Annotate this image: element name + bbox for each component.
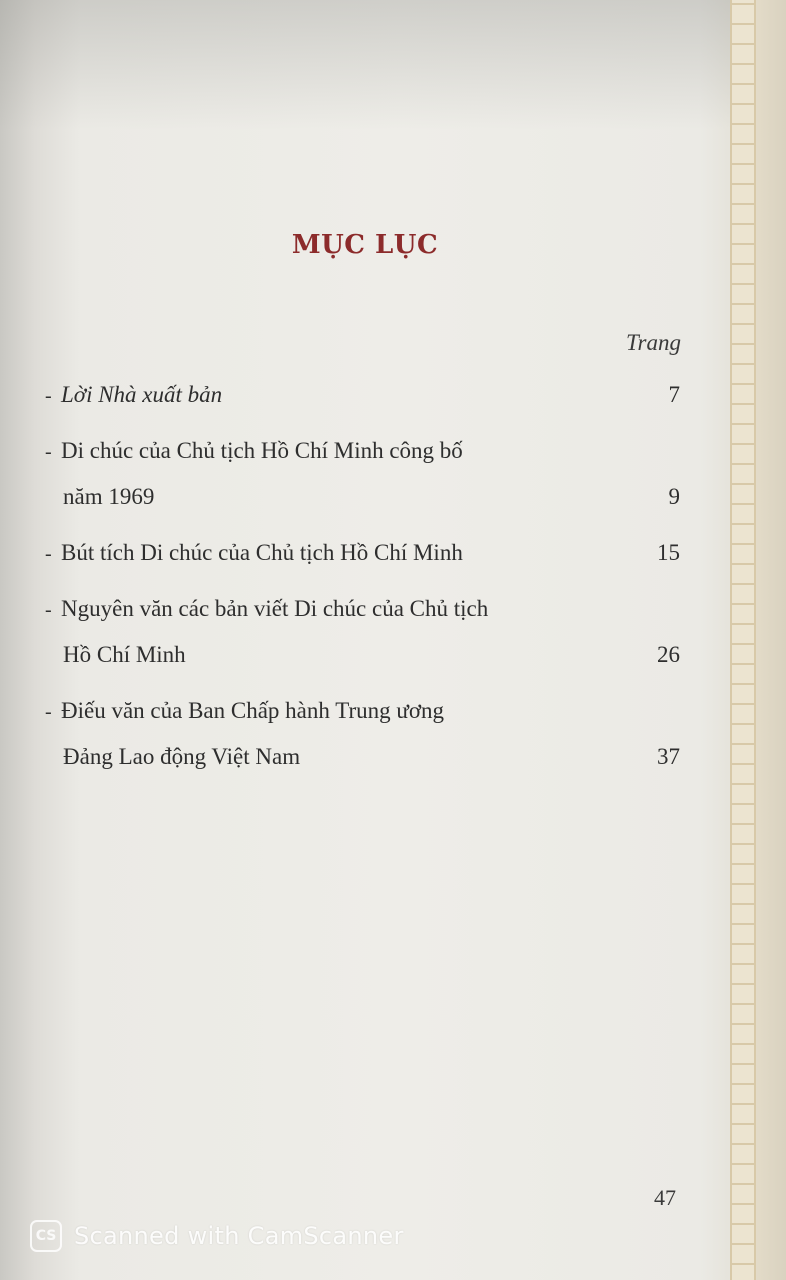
dash-marker: -: [45, 701, 52, 723]
page-number: 47: [654, 1185, 676, 1210]
toc-entry: [45, 428, 680, 520]
dash-marker: -: [45, 441, 52, 463]
toc-entry-title-cont: Hồ Chí Minh: [63, 642, 186, 667]
toc-entry-page: 7: [668, 382, 680, 407]
camscanner-logo-icon: CS: [30, 1220, 62, 1252]
table-of-contents: [45, 372, 680, 790]
toc-entry: [45, 688, 680, 780]
toc-entry: [45, 372, 680, 418]
toc-entry-page: 9: [668, 484, 680, 509]
toc-entry-title: Lời Nhà xuất bản: [61, 382, 223, 407]
toc-entry-title-cont: năm 1969: [63, 484, 155, 509]
decorative-border: [730, 0, 756, 1280]
toc-entry-title: Điếu văn của Ban Chấp hành Trung ương: [61, 698, 445, 723]
toc-entry-title: Bút tích Di chúc của Chủ tịch Hồ Chí Minh: [61, 540, 463, 565]
toc-entry: [45, 586, 680, 678]
toc-entry-title-cont: Đảng Lao động Việt Nam: [63, 744, 301, 769]
page-title: MỤC LỤC: [291, 230, 439, 260]
dash-marker: -: [45, 599, 52, 621]
page-column-header: Trang: [626, 330, 681, 355]
toc-entry-title: Nguyên văn các bản viết Di chúc của Chủ tịch: [61, 596, 489, 621]
toc-entry-page: 37: [657, 744, 680, 769]
watermark-text: Scanned with CamScanner: [74, 1222, 404, 1250]
page-edge: [756, 0, 786, 1280]
dash-marker: -: [45, 385, 52, 407]
toc-entry-title: Di chúc của Chủ tịch Hồ Chí Minh công bố: [61, 438, 463, 463]
camscanner-watermark: [30, 1216, 404, 1256]
page-shadow: [0, 0, 786, 130]
toc-entry-page: 15: [657, 540, 680, 565]
dash-marker: -: [45, 543, 52, 565]
toc-entry: [45, 530, 680, 576]
toc-entry-page: 26: [657, 642, 680, 667]
